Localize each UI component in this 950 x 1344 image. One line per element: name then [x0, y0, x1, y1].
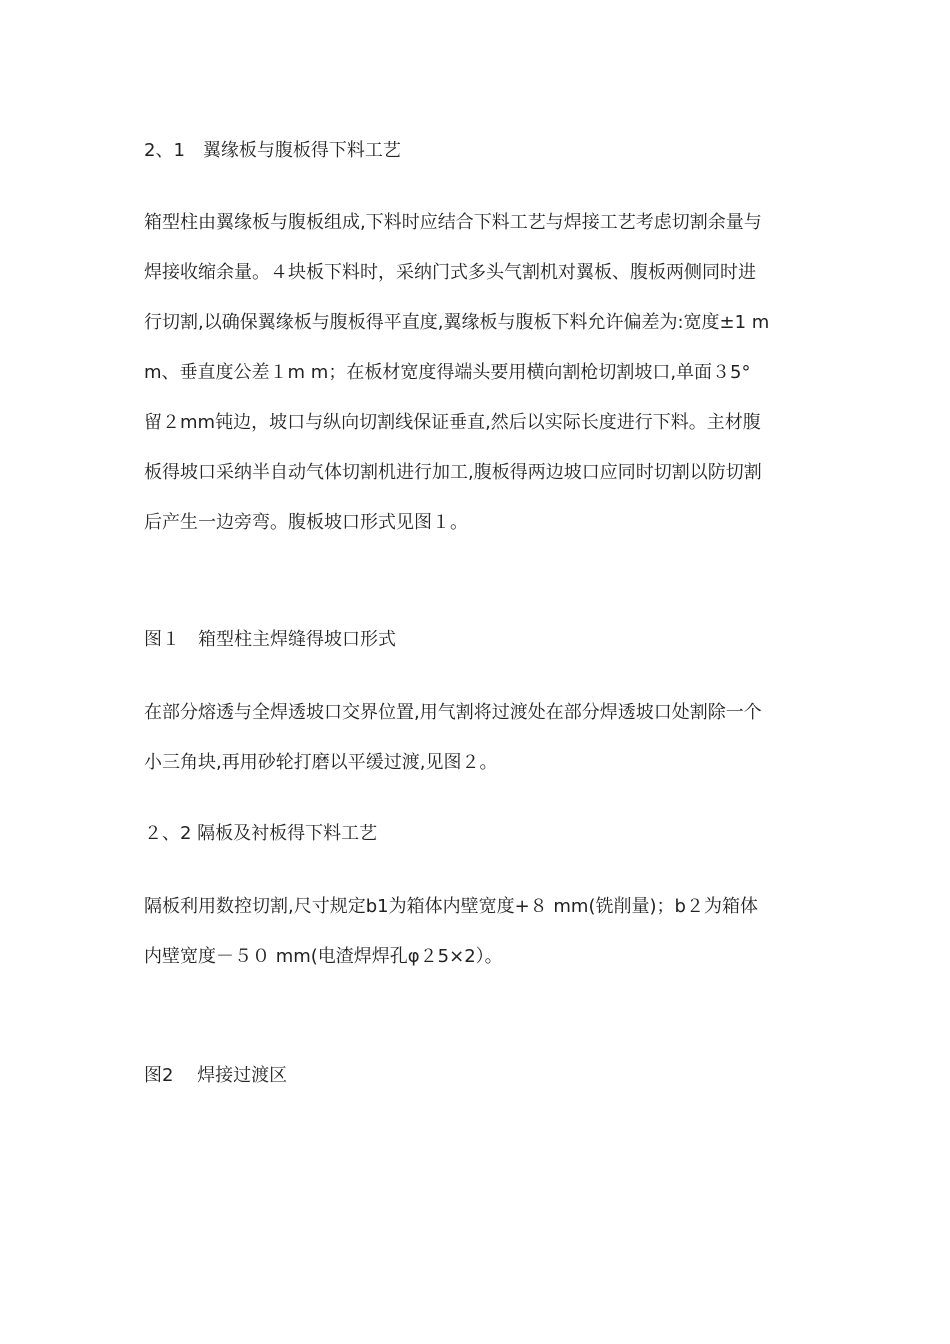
section-2-2-heading: ２、2 隔板及衬板得下料工艺	[144, 823, 378, 844]
section-2-1-heading: 2、1 翼缘板与腹板得下料工艺	[144, 140, 401, 161]
figure-2-caption: 图2 焊接过渡区	[144, 1065, 288, 1086]
paragraph-line: 箱型柱由翼缘板与腹板组成,下料时应结合下料工艺与焊接工艺考虑切割余量与	[144, 212, 762, 233]
paragraph-line: 小三角块,再用砂轮打磨以平缓过渡,见图２。	[144, 752, 498, 773]
paragraph-line: 行切割,以确保翼缘板与腹板得平直度,翼缘板与腹板下料允许偏差为:宽度±1 m	[144, 312, 770, 333]
paragraph-line: 内壁宽度－５０ mm(电渣焊焊孔φ２5×2）。	[144, 946, 503, 967]
paragraph-line: 后产生一边旁弯。腹板坡口形式见图１。	[144, 512, 468, 533]
paragraph-line: 焊接收缩余量。４块板下料时，采纳门式多头气割机对翼板、腹板两侧同时进	[144, 262, 756, 283]
paragraph-line: 板得坡口采纳半自动气体切割机进行加工,腹板得两边坡口应同时切割以防切割	[144, 462, 762, 483]
paragraph-line: m、垂直度公差１m m；在板材宽度得端头要用横向割枪切割坡口,单面３5°	[144, 362, 751, 383]
figure-1-caption: 图１ 箱型柱主焊缝得坡口形式	[144, 629, 396, 650]
paragraph-line: 留２mm钝边，坡口与纵向切割线保证垂直,然后以实际长度进行下料。主材腹	[144, 412, 761, 433]
paragraph-line: 在部分熔透与全焊透坡口交界位置,用气割将过渡处在部分焊透坡口处割除一个	[144, 702, 762, 723]
paragraph-line: 隔板利用数控切割,尺寸规定b1为箱体内壁宽度+８ mm(铣削量)；b２为箱体	[144, 896, 758, 917]
